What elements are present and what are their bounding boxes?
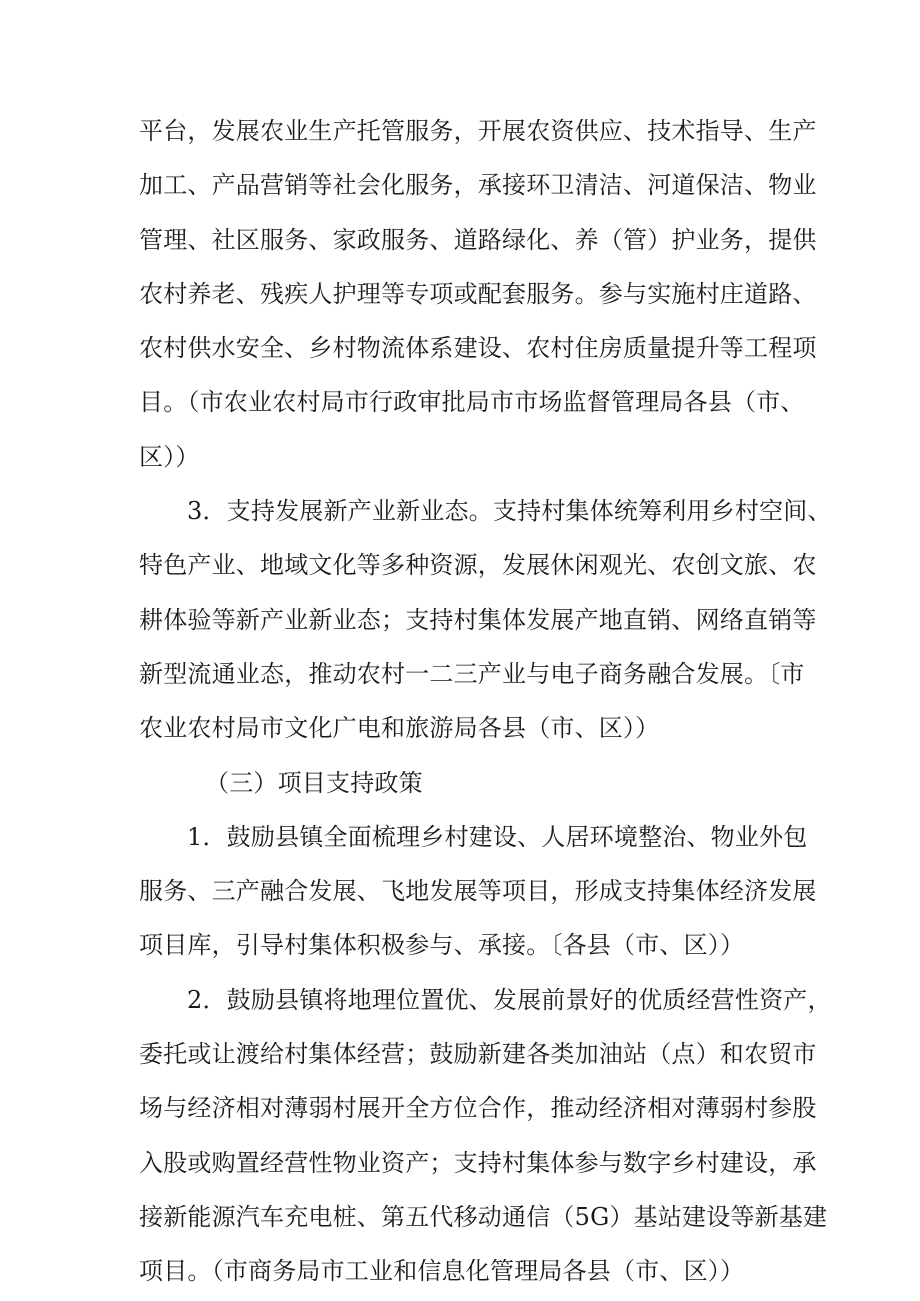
text-line: 特色产业、地域文化等多种资源，发展休闲观光、农创文旅、农 — [139, 551, 817, 580]
text-line: 场与经济相对薄弱村展开全方位合作，推动经济相对薄弱村参股 — [139, 1094, 817, 1123]
paragraph-new-industries — [139, 484, 832, 755]
text-line: 接新能源汽车充电桩、第五代移动通信（5G）基站建设等新基建 — [139, 1202, 828, 1231]
text-line: 新型流通业态，推动农村一二三产业与电子商务融合发展。〔市 — [139, 659, 805, 688]
text-line-first: 2．鼓励县镇将地理位置优、发展前景好的优质经营性资产， — [187, 985, 832, 1014]
text-line: 项目库，引导村集体积极参与、承接。〔各县（市、区）） — [139, 931, 745, 960]
document-body — [139, 104, 832, 1299]
text-line: 农村养老、残疾人护理等专项或配套服务。参与实施村庄道路、 — [139, 279, 817, 308]
text-line: 入股或购置经营性物业资产；支持村集体参与数字乡村建设，承 — [139, 1148, 817, 1177]
paragraph-service-platform — [139, 104, 817, 484]
text-line: 农业农村局市文化广电和旅游局各县（市、区）） — [139, 714, 660, 743]
text-line: 平台，发展农业生产托管服务，开展农资供应、技术指导、生产 — [139, 117, 817, 145]
text-line: 管理、社区服务、家政服务、道路绿化、养（管）护业务，提供 — [139, 225, 817, 254]
section-heading-text: （三）项目支持政策 — [205, 768, 423, 797]
section-heading — [139, 756, 789, 810]
text-line: 项目。（市商务局市工业和信息化管理局各县（市、区）） — [139, 1257, 745, 1286]
text-line: 耕体验等新产业新业态；支持村集体发展产地直销、网络直销等 — [139, 605, 817, 634]
text-line-first: 1．鼓励县镇全面梳理乡村建设、人居环境整治、物业外包 — [187, 822, 808, 851]
text-line: 服务、三产融合发展、飞地发展等项目，形成支持集体经济发展 — [139, 877, 817, 906]
text-line: 委托或让渡给村集体经营；鼓励新建各类加油站（点）和农贸市 — [139, 1040, 817, 1069]
paragraph-asset-operation — [139, 973, 832, 1299]
text-line: 农村供水安全、乡村物流体系建设、农村住房质量提升等工程项 — [139, 334, 817, 363]
paragraph-project-library — [139, 810, 817, 973]
text-line: 区）） — [139, 442, 200, 471]
text-line: 加工、产品营销等社会化服务，承接环卫清洁、河道保洁、物业 — [139, 171, 817, 200]
text-line-first: 3．支持发展新产业新业态。支持村集体统筹利用乡村空间、 — [187, 497, 832, 526]
text-line: 目。（市农业农村局市行政审批局市市场监督管理局各县（市、 — [139, 388, 805, 417]
